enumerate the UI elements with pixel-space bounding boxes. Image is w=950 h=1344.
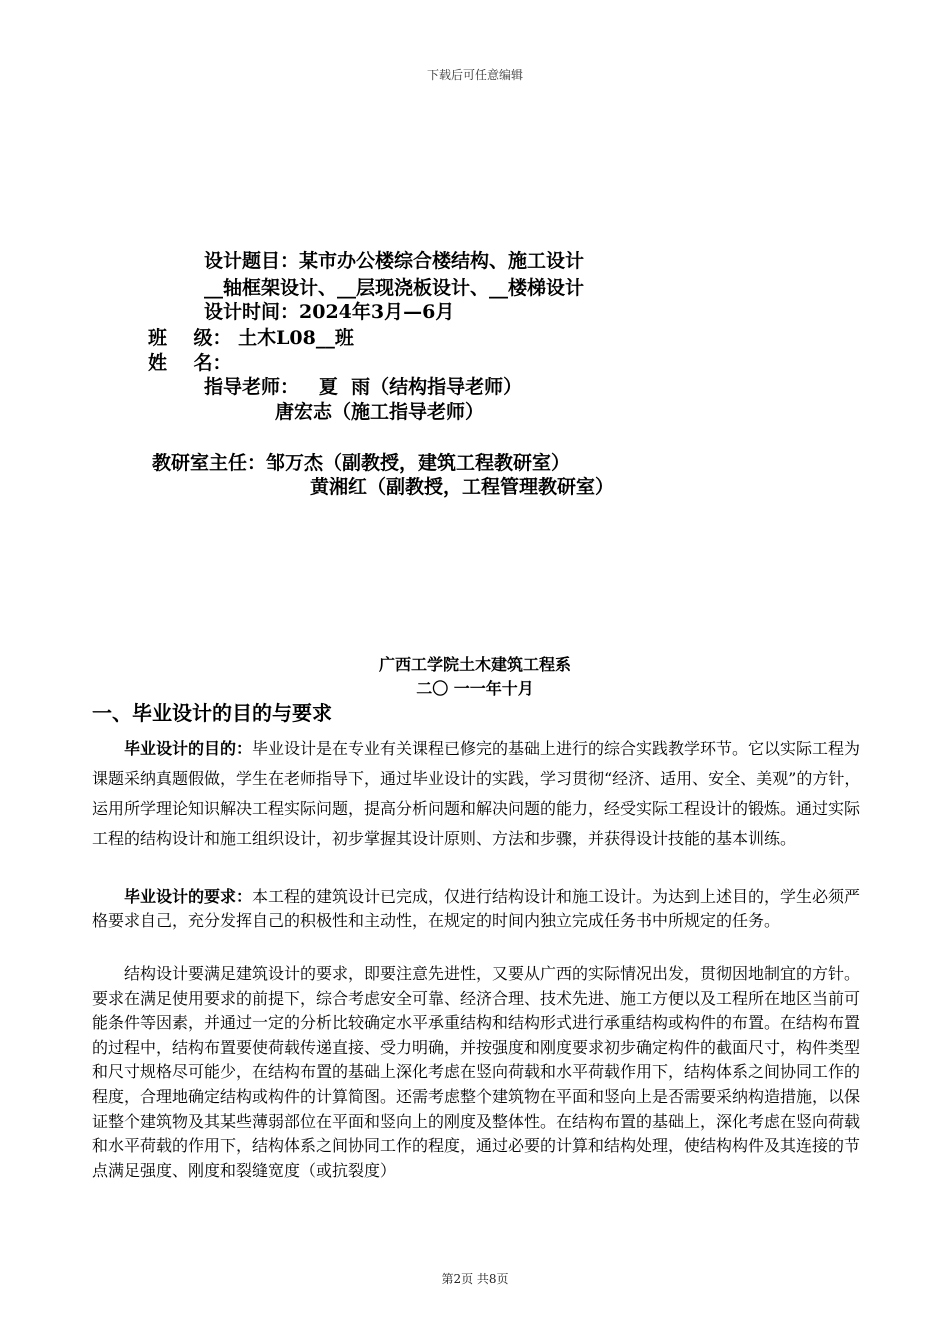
paragraph-purpose [92,734,862,854]
design-title: 设计题目：某市办公楼综合楼结构、施工设计 [204,250,585,272]
purpose-text: 毕业设计是在专业有关课程已修完的基础上进行的综合实践教学环节。它以实际工程为课题采纳真题假做，学生在老师指导下，通过毕业设计的实践，学习贯彻“经济、适用、安全、美观”的方针，运用所学理论知识解决工程实际问题，提高分析问题和解决问题的能力，经受实际工程设计的锻炼。通过实际工程的结构设计和施工组织设计，初步掌握其设计原则、方法和步骤，并获得设计技能的基本训练。 [92,739,861,848]
design-time: 设计时间：2024年3月—6月 [204,301,455,323]
advisor-line-2: 唐宏志（施工指导老师） [275,401,485,423]
header-note: 下载后可任意编辑 [426,68,523,82]
advisor-line: 指导老师： 夏 雨（结构指导老师） [204,376,523,398]
school-name: 广西工学院土木建筑工程系 [378,655,571,674]
requirements-label: 毕业设计的要求： [124,887,253,906]
name-line: 姓 名： [148,352,232,374]
design-subtitle: __轴框架设计、__层现浇板设计、__楼梯设计 [204,277,585,299]
structural-text: 结构设计要满足建筑设计的要求，即要注意先进性，又要从广西的实际情况出发，贯彻因地制宜的方针。要求在满足使用要求的前提下，综合考虑安全可靠、经济合理、技术先进、施工方便以及工程所在地区当前可能条件等因素，并通过一定的分析比较确定水平承重结构和结构形式进行承重结构或构件的布置。在结构布置的过程中，结构布置要使荷载传递直接、受力明确，并按强度和刚度要求初步确定构件的截面尺寸，构件类型和尺寸规格尽可能少，在结构布置的基础上深化考虑在竖向荷载和水平荷载作用下，结构体系之间协同工作的程度，合理地确定结构或构件的计算简图。还需考虑整个建筑物在平面和竖向上是否需要采纳构造措施，以保证整个建筑物及其某些薄弱部位在平面和竖向上的刚度及整体性。在结构布置的基础上，深化考虑在竖向荷载和水平荷载的作用下，结构体系之间协同工作的程度，通过必要的计算和结构处理，使结构构件及其连接的节点满足强度、刚度和裂缝宽度（或抗裂度） [92,964,861,1180]
director-line-2: 黄湘红（副教授，工程管理教研室） [310,476,615,498]
paragraph-requirements [92,885,862,933]
section-title: 一、毕业设计的目的与要求 [92,701,332,725]
class-line: 班 级： 土木L08__班 [148,327,354,349]
requirements-text: 本工程的建筑设计已完成，仅进行结构设计和施工设计。为达到上述目的，学生必须严格要求自己，充分发挥自己的积极性和主动性，在规定的时间内独立完成任务书中所规定的任务。 [92,887,861,930]
paragraph-structural [92,962,862,1183]
page-footer: 第2页 共8页 [441,1272,509,1286]
purpose-label: 毕业设计的目的： [124,739,253,758]
director-line: 教研室主任：邹万杰（副教授，建筑工程教研室） [152,452,571,474]
cover-date: 二〇 一一年十月 [416,679,534,698]
